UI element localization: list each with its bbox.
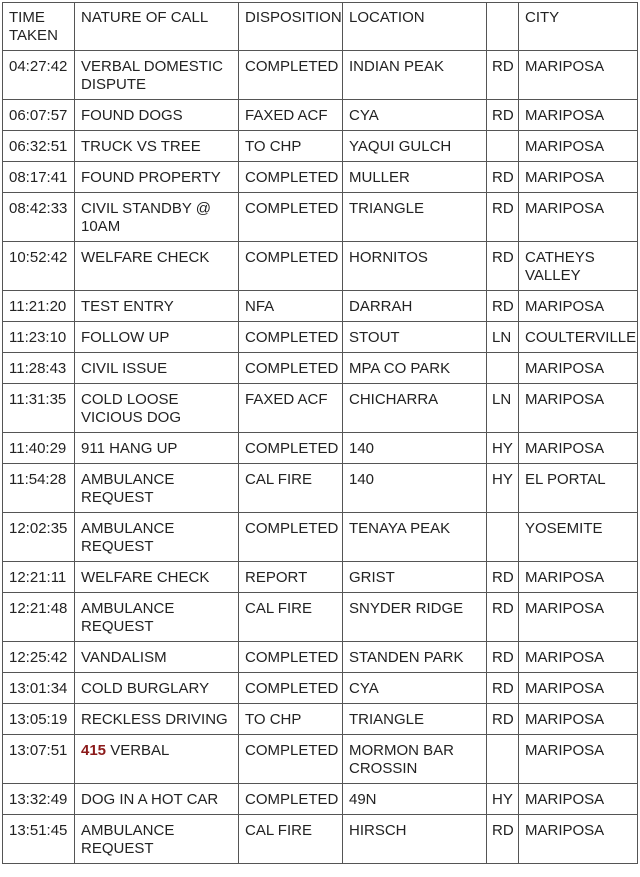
nature-cell: FOUND PROPERTY bbox=[75, 162, 239, 193]
suffix-cell: RD bbox=[487, 593, 519, 642]
nature-cell: VERBAL DOMESTIC DISPUTE bbox=[75, 51, 239, 100]
nature-cell: 911 HANG UP bbox=[75, 433, 239, 464]
header-row bbox=[3, 3, 638, 51]
table-row bbox=[3, 735, 638, 784]
table-row bbox=[3, 322, 638, 353]
suffix-cell: RD bbox=[487, 815, 519, 864]
city-cell: MARIPOSA bbox=[519, 51, 638, 100]
city-cell: MARIPOSA bbox=[519, 593, 638, 642]
disposition-cell: CAL FIRE bbox=[239, 593, 343, 642]
disposition-cell: REPORT bbox=[239, 562, 343, 593]
time-cell: 13:05:19 bbox=[3, 704, 75, 735]
nature-cell bbox=[75, 735, 239, 784]
nature-cell: CIVIL ISSUE bbox=[75, 353, 239, 384]
city-cell: MARIPOSA bbox=[519, 353, 638, 384]
nature-cell: RECKLESS DRIVING bbox=[75, 704, 239, 735]
disposition-cell: CAL FIRE bbox=[239, 815, 343, 864]
time-cell: 04:27:42 bbox=[3, 51, 75, 100]
suffix-cell: RD bbox=[487, 642, 519, 673]
nature-cell: AMBULANCE REQUEST bbox=[75, 464, 239, 513]
disposition-cell: COMPLETED bbox=[239, 242, 343, 291]
disposition-cell: COMPLETED bbox=[239, 162, 343, 193]
nature-cell: AMBULANCE REQUEST bbox=[75, 593, 239, 642]
location-cell: DARRAH bbox=[343, 291, 487, 322]
time-cell: 13:32:49 bbox=[3, 784, 75, 815]
nature-cell: AMBULANCE REQUEST bbox=[75, 815, 239, 864]
table-row bbox=[3, 100, 638, 131]
location-cell: INDIAN PEAK bbox=[343, 51, 487, 100]
col-header-street-suffix bbox=[487, 3, 519, 51]
table-row bbox=[3, 784, 638, 815]
suffix-cell: RD bbox=[487, 562, 519, 593]
nature-cell: VANDALISM bbox=[75, 642, 239, 673]
nature-cell: TEST ENTRY bbox=[75, 291, 239, 322]
table-row bbox=[3, 384, 638, 433]
time-cell: 11:31:35 bbox=[3, 384, 75, 433]
disposition-cell: COMPLETED bbox=[239, 433, 343, 464]
city-cell: YOSEMITE bbox=[519, 513, 638, 562]
disposition-cell: COMPLETED bbox=[239, 735, 343, 784]
time-cell: 08:42:33 bbox=[3, 193, 75, 242]
table-row bbox=[3, 815, 638, 864]
suffix-cell: RD bbox=[487, 193, 519, 242]
suffix-cell bbox=[487, 353, 519, 384]
city-cell: MARIPOSA bbox=[519, 291, 638, 322]
time-cell: 13:01:34 bbox=[3, 673, 75, 704]
disposition-cell: COMPLETED bbox=[239, 513, 343, 562]
time-cell: 13:07:51 bbox=[3, 735, 75, 784]
col-header-nature-of-call: NATURE OF CALL bbox=[75, 3, 239, 51]
city-cell: MARIPOSA bbox=[519, 193, 638, 242]
nature-cell: DOG IN A HOT CAR bbox=[75, 784, 239, 815]
time-cell: 12:02:35 bbox=[3, 513, 75, 562]
suffix-cell: HY bbox=[487, 433, 519, 464]
time-cell: 13:51:45 bbox=[3, 815, 75, 864]
table-row bbox=[3, 131, 638, 162]
table-row bbox=[3, 51, 638, 100]
disposition-cell: COMPLETED bbox=[239, 193, 343, 242]
suffix-cell: LN bbox=[487, 384, 519, 433]
disposition-cell: COMPLETED bbox=[239, 642, 343, 673]
nature-cell: TRUCK VS TREE bbox=[75, 131, 239, 162]
disposition-cell: FAXED ACF bbox=[239, 384, 343, 433]
nature-cell: COLD BURGLARY bbox=[75, 673, 239, 704]
city-cell: MARIPOSA bbox=[519, 433, 638, 464]
city-cell: MARIPOSA bbox=[519, 815, 638, 864]
time-cell: 06:32:51 bbox=[3, 131, 75, 162]
penal-code-label: 415 bbox=[81, 742, 107, 759]
suffix-cell: HY bbox=[487, 464, 519, 513]
col-header-city: CITY bbox=[519, 3, 638, 51]
col-header-location: LOCATION bbox=[343, 3, 487, 51]
disposition-cell: COMPLETED bbox=[239, 353, 343, 384]
table-row bbox=[3, 353, 638, 384]
location-cell: 140 bbox=[343, 464, 487, 513]
table-row bbox=[3, 193, 638, 242]
nature-cell: WELFARE CHECK bbox=[75, 562, 239, 593]
call-log-table bbox=[2, 2, 638, 864]
time-cell: 08:17:41 bbox=[3, 162, 75, 193]
table-row bbox=[3, 562, 638, 593]
location-cell: MPA CO PARK bbox=[343, 353, 487, 384]
location-cell: TENAYA PEAK bbox=[343, 513, 487, 562]
city-cell: EL PORTAL bbox=[519, 464, 638, 513]
disposition-cell: COMPLETED bbox=[239, 784, 343, 815]
table-body bbox=[3, 51, 638, 864]
suffix-cell: RD bbox=[487, 162, 519, 193]
time-cell: 11:54:28 bbox=[3, 464, 75, 513]
disposition-cell: TO CHP bbox=[239, 131, 343, 162]
suffix-cell: RD bbox=[487, 673, 519, 704]
location-cell: 49N bbox=[343, 784, 487, 815]
location-cell: CHICHARRA bbox=[343, 384, 487, 433]
location-cell: STOUT bbox=[343, 322, 487, 353]
time-cell: 11:23:10 bbox=[3, 322, 75, 353]
disposition-cell: COMPLETED bbox=[239, 322, 343, 353]
disposition-cell: NFA bbox=[239, 291, 343, 322]
city-cell: MARIPOSA bbox=[519, 562, 638, 593]
location-cell: TRIANGLE bbox=[343, 704, 487, 735]
suffix-cell: RD bbox=[487, 291, 519, 322]
time-cell: 12:25:42 bbox=[3, 642, 75, 673]
time-cell: 11:40:29 bbox=[3, 433, 75, 464]
city-cell: CATHEYS VALLEY bbox=[519, 242, 638, 291]
time-cell: 12:21:48 bbox=[3, 593, 75, 642]
location-cell: MORMON BAR CROSSIN bbox=[343, 735, 487, 784]
time-cell: 11:28:43 bbox=[3, 353, 75, 384]
suffix-cell: RD bbox=[487, 704, 519, 735]
disposition-cell: CAL FIRE bbox=[239, 464, 343, 513]
disposition-cell: COMPLETED bbox=[239, 51, 343, 100]
location-cell: CYA bbox=[343, 100, 487, 131]
table-row bbox=[3, 673, 638, 704]
city-cell: MARIPOSA bbox=[519, 131, 638, 162]
city-cell: MARIPOSA bbox=[519, 784, 638, 815]
location-cell: HIRSCH bbox=[343, 815, 487, 864]
city-cell: MARIPOSA bbox=[519, 100, 638, 131]
disposition-cell: COMPLETED bbox=[239, 673, 343, 704]
nature-cell: FOUND DOGS bbox=[75, 100, 239, 131]
city-cell: MARIPOSA bbox=[519, 384, 638, 433]
location-cell: 140 bbox=[343, 433, 487, 464]
table-row bbox=[3, 242, 638, 291]
suffix-cell: RD bbox=[487, 100, 519, 131]
suffix-cell: HY bbox=[487, 784, 519, 815]
col-header-disposition: DISPOSITION bbox=[239, 3, 343, 51]
city-cell: MARIPOSA bbox=[519, 735, 638, 784]
location-cell: TRIANGLE bbox=[343, 193, 487, 242]
table-row bbox=[3, 704, 638, 735]
table-row bbox=[3, 642, 638, 673]
table-row bbox=[3, 513, 638, 562]
city-cell: MARIPOSA bbox=[519, 642, 638, 673]
nature-cell: WELFARE CHECK bbox=[75, 242, 239, 291]
table-row bbox=[3, 291, 638, 322]
disposition-cell: TO CHP bbox=[239, 704, 343, 735]
nature-cell: AMBULANCE REQUEST bbox=[75, 513, 239, 562]
table-row bbox=[3, 433, 638, 464]
time-cell: 11:21:20 bbox=[3, 291, 75, 322]
location-cell: HORNITOS bbox=[343, 242, 487, 291]
suffix-cell bbox=[487, 735, 519, 784]
disposition-cell: FAXED ACF bbox=[239, 100, 343, 131]
time-cell: 10:52:42 bbox=[3, 242, 75, 291]
location-cell: MULLER bbox=[343, 162, 487, 193]
suffix-cell: RD bbox=[487, 51, 519, 100]
city-cell: MARIPOSA bbox=[519, 162, 638, 193]
city-cell: MARIPOSA bbox=[519, 704, 638, 735]
table-row bbox=[3, 162, 638, 193]
nature-cell: COLD LOOSE VICIOUS DOG bbox=[75, 384, 239, 433]
location-cell: YAQUI GULCH bbox=[343, 131, 487, 162]
time-cell: 06:07:57 bbox=[3, 100, 75, 131]
nature-cell: CIVIL STANDBY @ 10AM bbox=[75, 193, 239, 242]
nature-text: VERBAL bbox=[110, 742, 170, 759]
time-cell: 12:21:11 bbox=[3, 562, 75, 593]
location-cell: CYA bbox=[343, 673, 487, 704]
table-row bbox=[3, 593, 638, 642]
table-row bbox=[3, 464, 638, 513]
location-cell: GRIST bbox=[343, 562, 487, 593]
location-cell: STANDEN PARK bbox=[343, 642, 487, 673]
city-cell: COULTERVILLE bbox=[519, 322, 638, 353]
location-cell: SNYDER RIDGE bbox=[343, 593, 487, 642]
city-cell: MARIPOSA bbox=[519, 673, 638, 704]
suffix-cell bbox=[487, 131, 519, 162]
col-header-time-taken: TIME TAKEN bbox=[3, 3, 75, 51]
nature-cell: FOLLOW UP bbox=[75, 322, 239, 353]
suffix-cell: LN bbox=[487, 322, 519, 353]
suffix-cell bbox=[487, 513, 519, 562]
suffix-cell: RD bbox=[487, 242, 519, 291]
